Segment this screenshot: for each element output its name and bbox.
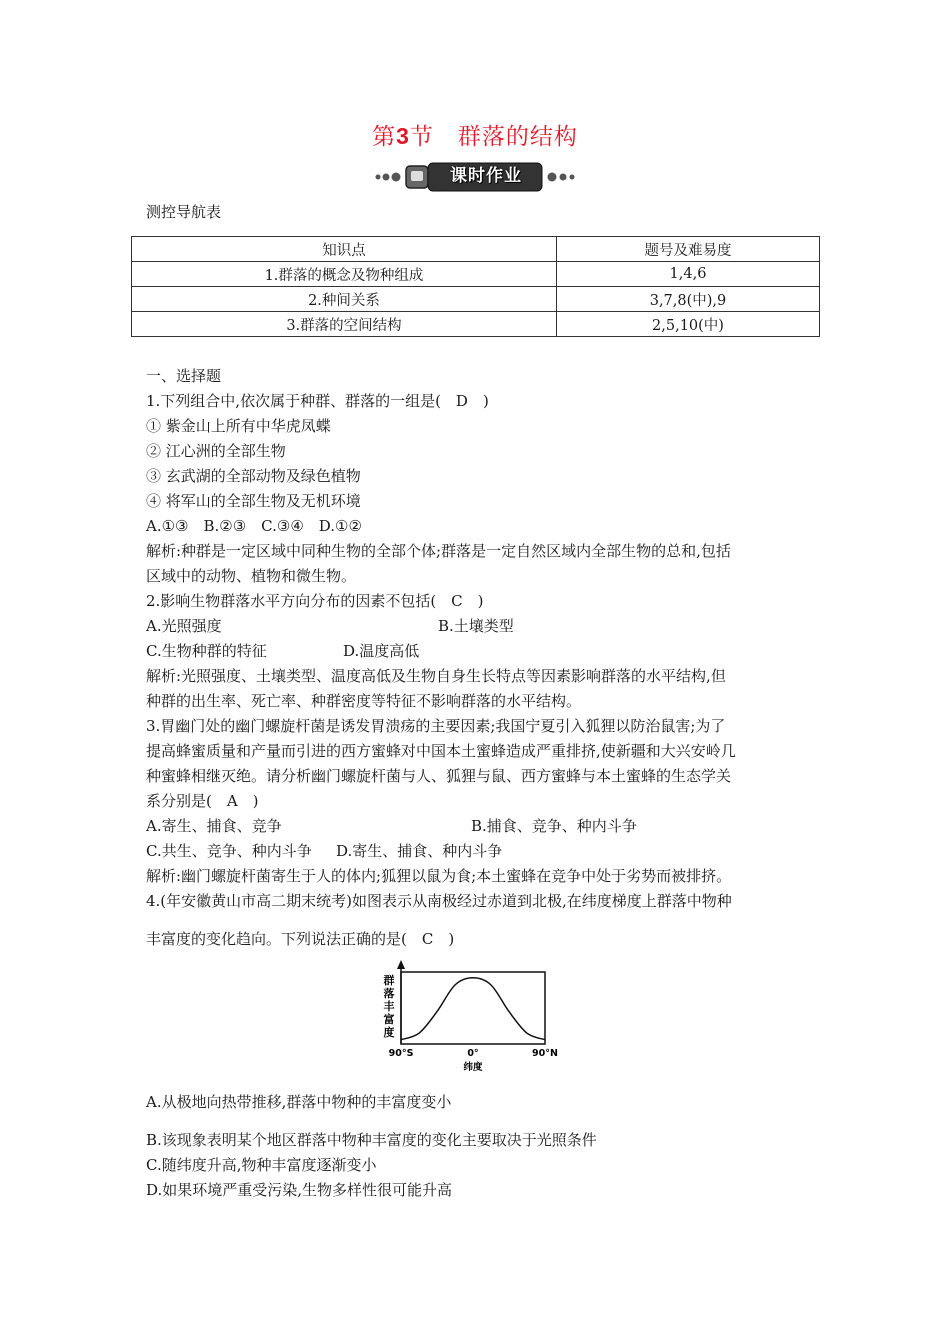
option-c: C.生物种群的特征 [146, 642, 267, 660]
nav-table [131, 236, 820, 337]
table-header-row [132, 237, 820, 262]
table-cell: 1,4,6 [557, 262, 820, 287]
y-axis-label-char: 群 [383, 974, 395, 987]
question-2-analysis-cont: 种群的出生率、死亡率、种群密度等特征不影响群落的水平结构。 [146, 692, 582, 710]
question-1-item: ③ 玄武湖的全部动物及绿色植物 [146, 467, 361, 485]
y-axis-label-char: 富 [383, 1013, 395, 1026]
nav-table-label: 测控导航表 [146, 203, 222, 221]
question-3-stem-cont: 系分别是( A ) [146, 792, 259, 810]
question-2-options-row [146, 639, 826, 664]
option-b: B.该现象表明某个地区群落中物种丰富度的变化主要取决于光照条件 [146, 1131, 597, 1149]
x-tick-label: 0° [467, 1048, 479, 1059]
y-axis-label-char: 丰 [383, 1000, 395, 1013]
question-3-stem-cont: 种蜜蜂相继灭绝。请分析幽门螺旋杆菌与人、狐狸与鼠、西方蜜蜂与本土蜜蜂的生态学关 [146, 767, 732, 785]
table-row [132, 312, 820, 337]
question-1-item: ② 江心洲的全部生物 [146, 442, 286, 460]
x-tick-label: 90°N [532, 1048, 558, 1059]
option-d: D.温度高低 [343, 642, 420, 660]
y-axis-arrow-icon [397, 960, 405, 969]
y-axis-label-char: 落 [383, 987, 395, 1000]
table-row [132, 287, 820, 312]
option-c: C.随纬度升高,物种丰富度逐渐变小 [146, 1156, 377, 1174]
question-3-options-row [146, 814, 826, 839]
column-header: 题号及难易度 [557, 237, 820, 262]
question-4-stem-cont: 丰富度的变化趋向。下列说法正确的是( C ) [146, 930, 455, 948]
series-line [401, 978, 545, 1040]
question-4-options-block [146, 1090, 826, 1115]
question-2-stem: 2.影响生物群落水平方向分布的因素不包括( C ) [146, 592, 484, 610]
questions-block [146, 364, 826, 914]
plot-frame [401, 972, 545, 1044]
question-3-stem: 3.胃幽门处的幽门螺旋杆菌是诱发胃溃疡的主要因素;我国宁夏引入狐狸以防治鼠害;为了 [146, 717, 726, 735]
option-a: A.光照强度 [146, 617, 222, 635]
table-cell: 2,5,10(中) [557, 312, 820, 337]
option-b: B.土壤类型 [438, 617, 514, 635]
table-row [132, 262, 820, 287]
question-1-analysis-cont: 区域中的动物、植物和微生物。 [146, 567, 357, 585]
y-axis-label-char: 度 [383, 1026, 395, 1039]
question-1-item: ④ 将军山的全部生物及无机环境 [146, 492, 361, 510]
x-tick-labels [389, 1048, 558, 1059]
question-3-analysis: 解析:幽门螺旋杆菌寄生于人的体内;狐狸以鼠为食;本土蜜蜂在竞争中处于劣势而被排挤。 [146, 867, 732, 885]
table-cell: 2.种间关系 [132, 287, 557, 312]
option-a: A.寄生、捕食、竞争 [146, 817, 282, 835]
question-1-analysis: 解析:种群是一定区域中同种生物的全部个体;群落是一定自然区域内全部生物的总和,包括 [146, 542, 731, 560]
table-cell: 1.群落的概念及物种组成 [132, 262, 557, 287]
question-2-options-row [146, 614, 826, 639]
page-title: 第3节 群落的结构 [372, 123, 578, 150]
y-axis-label [384, 973, 395, 1039]
x-axis-label: 纬度 [463, 1062, 483, 1073]
option-d: D.寄生、捕食、种内斗争 [336, 842, 503, 860]
banner-label: 课时作业 [450, 166, 522, 186]
table-cell: 3,7,8(中),9 [557, 287, 820, 312]
option-d: D.如果环境严重受污染,生物多样性很可能升高 [146, 1181, 453, 1199]
richness-chart [358, 958, 588, 1078]
question-1-stem: 1.下列组合中,依次属于种群、群落的一组是( D ) [146, 392, 489, 410]
x-tick-label: 90°S [388, 1048, 414, 1059]
question-4-options-block-2 [146, 1128, 826, 1203]
option-a: A.从极地向热带推移,群落中物种的丰富度变小 [146, 1093, 452, 1111]
question-2-analysis: 解析:光照强度、土壤类型、温度高低及生物自身生长特点等因素影响群落的水平结构,但 [146, 667, 726, 685]
table-cell: 3.群落的空间结构 [132, 312, 557, 337]
option-c: C.共生、竞争、种内斗争 [146, 842, 312, 860]
section-heading: 一、选择题 [146, 367, 222, 385]
question-1-item: ① 紫金山上所有中华虎凤蝶 [146, 417, 331, 435]
column-header: 知识点 [132, 237, 557, 262]
question-1-options: A.①③ B.②③ C.③④ D.①② [146, 517, 362, 535]
question-3-stem-cont: 提高蜂蜜质量和产量而引进的西方蜜蜂对中国本土蜜蜂造成严重排挤,使新疆和大兴安岭几 [146, 742, 736, 760]
question-3-options-row [146, 839, 826, 864]
option-b: B.捕食、竞争、种内斗争 [471, 817, 637, 835]
question-4-stem-cont-block [146, 927, 826, 952]
question-4-stem: 4.(年安徽黄山市高二期末统考)如图表示从南极经过赤道到北极,在纬度梯度上群落中物种 [146, 892, 732, 910]
